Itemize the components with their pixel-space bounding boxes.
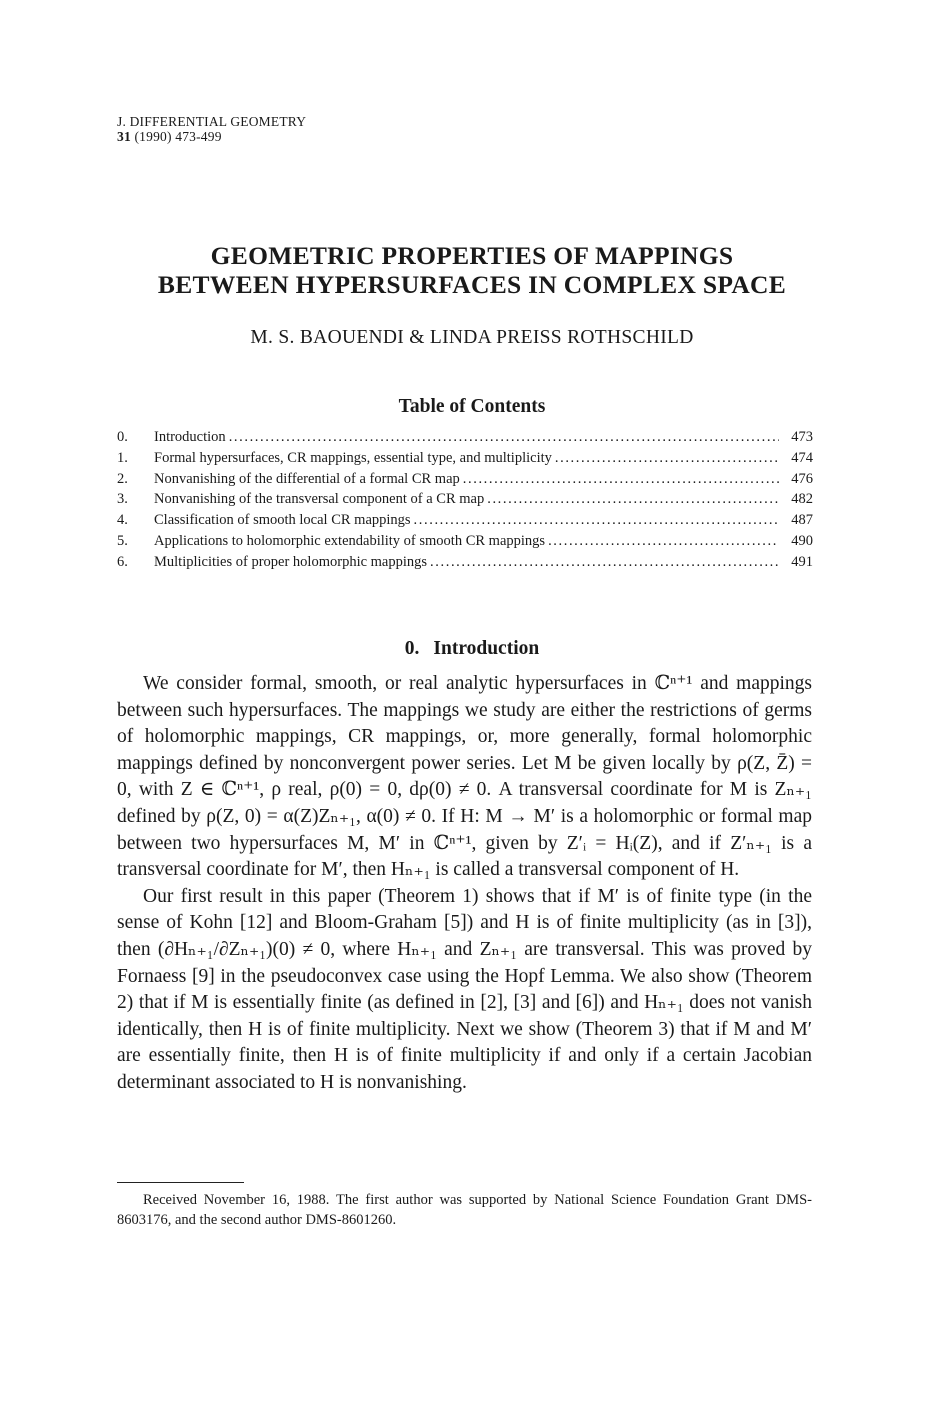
toc-entry-number: 3. [117,491,128,508]
toc-entry-title: Multiplicities of proper holomorphic mappings [154,553,428,570]
toc-entry-number: 1. [117,449,128,466]
toc-entry-title: Applications to holomorphic extendability of smooth CR mappings [154,532,546,549]
toc-entry-title: Introduction [154,429,226,445]
paragraph: We consider formal, smooth, or real analytic hypersurfaces in ℂⁿ⁺¹ and mappings between such hypersurfaces. The mappings we study are either the restrictions of germs of holomorphic mappings, CR mappings, or, more generally, formal holomorphic mappings defined by nonconvergent power series. Let M be given locally by ρ(Z, Z̄) = 0, with Z ∈ ℂⁿ⁺¹, ρ real, ρ(0) = 0, dρ(0) ≠ 0. A transversal coordinate for M is Zₙ₊₁ defined by ρ(Z, 0) = α(Z)Zₙ₊₁, α(0) ≠ 0. If H: M → M′ is a holomorphic or formal map between two hypersurfaces M, M′ in ℂⁿ⁺¹, given by Z′ᵢ = Hᵢ(Z), and if Z′ₙ₊₁ is a transversal coordinate for M′, then Hₙ₊₁ is called a transversal component of H. [117,673,812,881]
paragraph: Our first result in this paper (Theorem 1) shows that if M′ is of finite type (in the sense of Kohn [12] and Bloom-Graham [5]) and H is of finite multiplicity (as in [3]), then (∂Hₙ₊₁/∂Zₙ₊₁)(0) ≠ 0, where Hₙ₊₁ and Zₙ₊₁ are transversal. This was proved by Fornaess [9] in the pseudoconvex case using the Hopf Lemma. We also show (Theorem 2) that if M is essentially finite (as defined in [2], [3] and [6]) and Hₙ₊₁ does not vanish identically, then H is of finite multiplicity. Next we show (Theorem 3) that if M and M′ are essentially finite, then H is of finite multiplicity if and only if a certain Jacobian determinant associated to H is nonvanishing. [117,885,812,1093]
toc-entry [117,450,813,471]
toc-entry [117,533,813,554]
toc-leader-dots [430,554,779,571]
section-number: 0. [404,638,420,659]
toc-entry-page: 487 [791,512,813,529]
year-pages: (1990) 473-499 [130,129,222,144]
footnote-rule [117,1182,244,1183]
toc-entry [117,554,813,575]
journal-header [117,114,306,144]
toc-leader-dots [548,533,779,550]
toc-entry-page: 473 [791,429,813,445]
toc-entry-title: Classification of smooth local CR mappings [154,512,411,529]
toc-entry-title: Formal hypersurfaces, CR mappings, essential type, and multiplicity [154,449,552,466]
toc-entry-number: 4. [117,512,128,529]
toc-entry-number: 2. [117,470,128,487]
toc-entry-page: 490 [791,532,813,549]
toc-entry-page: 476 [791,470,813,487]
toc-entry [117,491,813,512]
journal-volume [117,129,306,144]
toc-entry-number: 0. [117,429,128,445]
body-text [117,671,812,1097]
toc-entry [117,512,813,533]
toc-leader-dots [229,429,779,446]
title-line-1: GEOMETRIC PROPERTIES OF MAPPINGS [210,241,734,270]
table-of-contents [117,429,813,575]
toc-leader-dots [555,450,779,467]
toc-entry-number: 5. [117,532,128,549]
toc-entry-number: 6. [117,553,128,570]
toc-leader-dots [414,512,779,529]
toc-entry-title: Nonvanishing of the transversal component of a CR map [154,491,485,508]
section-heading [80,638,864,660]
toc-entry-page: 491 [791,553,813,570]
paper-title [80,241,864,299]
toc-entry-title: Nonvanishing of the differential of a formal CR map [154,470,460,487]
toc-leader-dots [487,491,779,508]
footnote-text: Received November 16, 1988. The first author was supported by National Science Foundation Grant DMS-8603176, and the second author DMS-8601260. [117,1192,812,1228]
journal-name: J. DIFFERENTIAL GEOMETRY [117,114,307,129]
toc-leader-dots [463,471,779,488]
toc-entry [117,471,813,492]
toc-entry [117,429,813,450]
section-title: Introduction [433,638,540,659]
toc-entry-page: 474 [791,449,813,466]
toc-entry-page: 482 [791,491,813,508]
volume-number: 31 [117,129,131,144]
title-line-2: BETWEEN HYPERSURFACES IN COMPLEX SPACE [157,270,787,299]
footnote [117,1191,812,1230]
toc-heading: Table of Contents [398,396,546,417]
authors: M. S. BAOUENDI & LINDA PREISS ROTHSCHILD [250,327,694,348]
